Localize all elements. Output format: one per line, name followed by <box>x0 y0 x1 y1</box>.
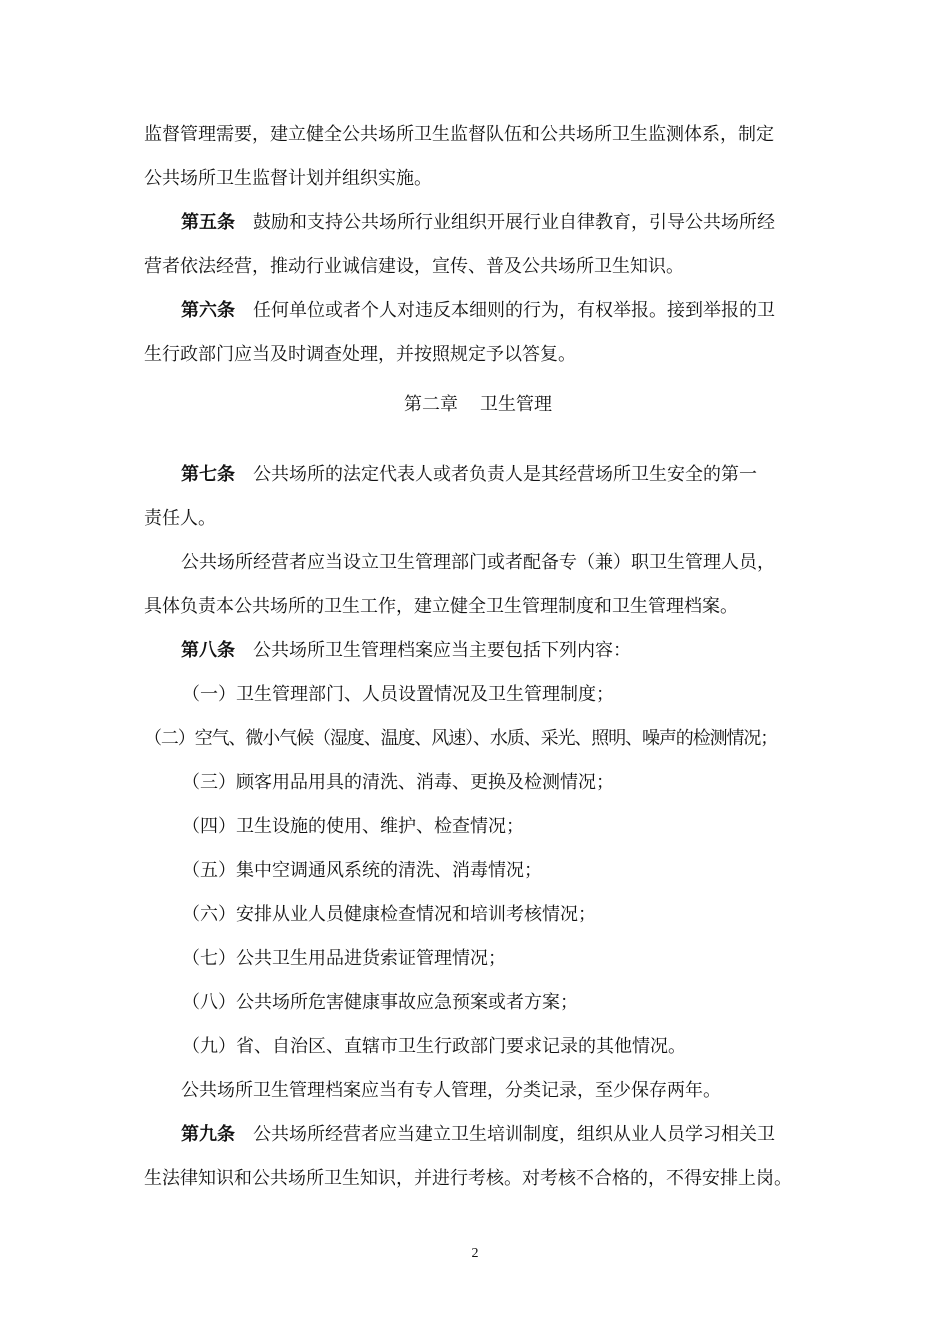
list-item: （七）公共卫生用品进货索证管理情况； <box>182 948 506 969</box>
article-6-line-1 <box>144 296 812 326</box>
article-6-line-2: 生行政部门应当及时调查处理，并按照规定予以答复。 <box>144 344 576 365</box>
article-label: 第五条 <box>181 212 235 233</box>
list-item: （二）空气、微小气候（湿度、温度、风速）、水质、采光、照明、噪声的检测情况； <box>144 728 778 749</box>
article-7-para-2-line-2: 具体负责本公共场所的卫生工作，建立健全卫生管理制度和卫生管理档案。 <box>144 596 738 617</box>
article-5-line-1 <box>144 208 812 238</box>
list-item: （六）安排从业人员健康检查情况和培训考核情况； <box>182 904 596 925</box>
article-text: 公共场所的法定代表人或者负责人是其经营场所卫生安全的第一 <box>253 464 757 485</box>
list-item: （九）省、自治区、直辖市卫生行政部门要求记录的其他情况。 <box>182 1036 686 1057</box>
article-text: 公共场所经营者应当建立卫生培训制度，组织从业人员学习相关卫 <box>253 1124 775 1145</box>
article-9-line-2: 生法律知识和公共场所卫生知识，并进行考核。对考核不合格的，不得安排上岗。 <box>144 1168 792 1189</box>
article-label: 第七条 <box>181 464 235 485</box>
page-number: 2 <box>471 1246 479 1261</box>
chapter-number: 第二章 <box>404 394 458 415</box>
article-7-line-1 <box>144 460 812 490</box>
article-label: 第六条 <box>181 300 235 321</box>
list-item: （五）集中空调通风系统的清洗、消毒情况； <box>182 860 542 881</box>
list-item: （一）卫生管理部门、人员设置情况及卫生管理制度； <box>182 684 614 705</box>
list-item: （四）卫生设施的使用、维护、检查情况； <box>182 816 524 837</box>
document-body <box>144 120 812 1208</box>
list-item: （三）顾客用品用具的清洗、消毒、更换及检测情况； <box>182 772 614 793</box>
article-text: 鼓励和支持公共场所行业组织开展行业自律教育，引导公共场所经 <box>253 212 775 233</box>
chapter-heading <box>144 390 812 420</box>
list-item: （八）公共场所危害健康事故应急预案或者方案； <box>182 992 578 1013</box>
article-label: 第八条 <box>181 640 235 661</box>
article-text: 任何单位或者个人对违反本细则的行为，有权举报。接到举报的卫 <box>253 300 775 321</box>
paragraph-line: 监督管理需要，建立健全公共场所卫生监督队伍和公共场所卫生监测体系，制定 <box>144 124 774 145</box>
paragraph-line: 公共场所卫生监督计划并组织实施。 <box>144 168 432 189</box>
article-7-para-2-line-1: 公共场所经营者应当设立卫生管理部门或者配备专（兼）职卫生管理人员， <box>181 552 775 573</box>
article-9-line-1 <box>144 1120 812 1150</box>
article-5-line-2: 营者依法经营，推动行业诚信建设，宣传、普及公共场所卫生知识。 <box>144 256 684 277</box>
article-7-line-2: 责任人。 <box>144 508 216 529</box>
chapter-title: 卫生管理 <box>480 394 552 415</box>
article-text: 公共场所卫生管理档案应当主要包括下列内容： <box>253 640 631 661</box>
article-8-line-1 <box>144 636 812 666</box>
article-label: 第九条 <box>181 1124 235 1145</box>
article-8-closing: 公共场所卫生管理档案应当有专人管理，分类记录，至少保存两年。 <box>181 1080 721 1101</box>
